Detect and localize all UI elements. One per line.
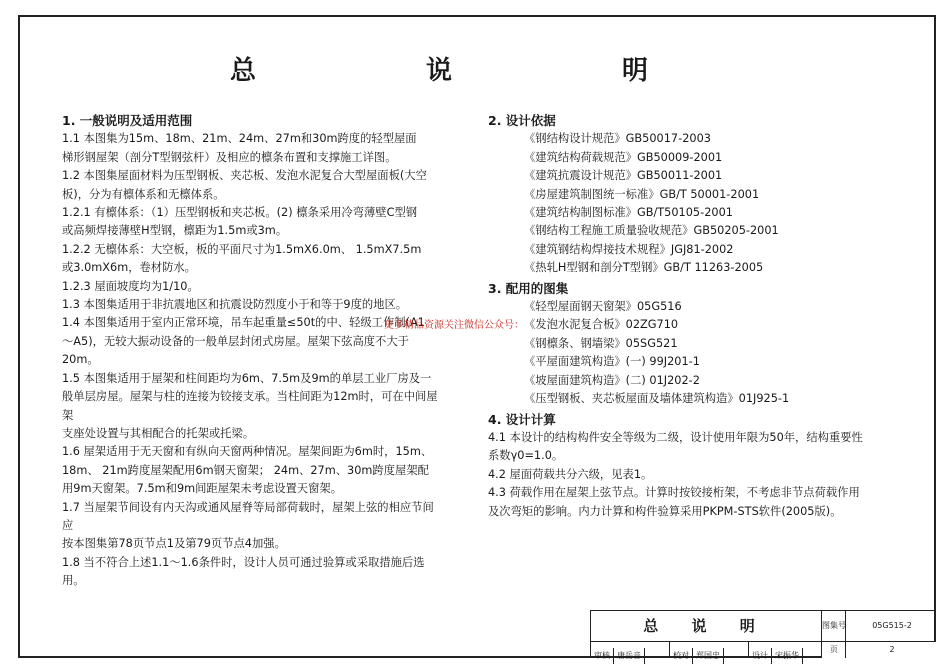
signature-cell xyxy=(724,642,749,658)
section-heading-1: 1. 一般说明及适用范围 xyxy=(62,113,193,128)
signature-cell xyxy=(645,642,670,658)
atlas-item: 《钢檩条、钢墙梁》05SG521 xyxy=(524,336,678,350)
title-block-title: 总 说 明 xyxy=(591,611,822,641)
reference-item: 《钢结构工程施工质量验收规范》GB50205-2001 xyxy=(524,224,779,238)
watermark-text: 更多精品资源关注微信公众号： xyxy=(384,320,524,331)
page-title: 总 说 明 xyxy=(229,56,720,86)
atlas-item: 《发泡水泥复合板》02ZG710 xyxy=(524,318,679,332)
paragraph-line: 按本图集第78页节点1及第79页节点4加强。 xyxy=(62,537,286,551)
paragraph-line: 1.2 本图集屋面材料为压型钢板、夹芯板、发泡水泥复合大型屋面板(大空 xyxy=(62,169,427,183)
paragraph-line: 般单层房屋。屋架与柱的连接为铰接支承。当柱间距为12m时，可在中间屋架 xyxy=(62,390,438,422)
paragraph-line: 或3.0mX6m，卷材防水。 xyxy=(62,261,196,275)
reference-item: 《建筑结构制图标准》GB/T50105-2001 xyxy=(524,206,733,220)
page-label: 页 xyxy=(821,642,846,658)
left-paragraphs xyxy=(62,130,442,590)
section-heading-3: 3. 配用的图集 xyxy=(488,280,569,296)
atlas-item: 《坡屋面建筑构造》(二) 01J202-2 xyxy=(524,373,700,387)
signature-cell: 审核 xyxy=(591,648,614,664)
calc-paragraphs xyxy=(488,429,888,521)
calc-line: 4.2 屋面荷载共分六级，见表1。 xyxy=(488,467,653,481)
atlas-item: 《压型钢板、夹芯板屋面及墙体建筑构造》01J925-1 xyxy=(524,392,790,406)
calc-line: 系数γ0=1.0。 xyxy=(488,449,564,463)
paragraph-line: 18m、 21m跨度屋架配用6m钢天窗架； 24m、27m、30m跨度屋架配 xyxy=(62,463,429,477)
paragraph-line: 板)，分为有檩体系和无檩体系。 xyxy=(62,187,225,201)
paragraph-line: 用9m天窗架。7.5m和9m间距屋架未考虑设置天窗架。 xyxy=(62,482,342,496)
paragraph-line: ～A5)，无较大振动设备的一般单层封闭式房屋。屋架下弦高度不大于20m。 xyxy=(62,334,409,367)
reference-item: 《建筑钢结构焊接技术规程》JGJ81-2002 xyxy=(524,242,734,256)
paragraph-line: 1.2.2 无檩体系：大空板，板的平面尺寸为1.5mX6.0m、 1.5mX7.5m xyxy=(62,242,422,256)
left-column xyxy=(62,110,442,591)
calc-line: 4.1 本设计的结构构件安全等级为二级，设计使用年限为50年，结构重要性 xyxy=(488,430,863,444)
paragraph-line: 1.8 当不符合上述1.1～1.6条件时，设计人员可通过验算或采取措施后选用。 xyxy=(62,555,425,588)
paragraph-line: 1.3 本图集适用于非抗震地区和抗震设防烈度小于和等于9度的地区。 xyxy=(62,298,408,312)
reference-item: 《建筑抗震设计规范》GB50011-2001 xyxy=(524,169,723,183)
page-no: 2 xyxy=(845,642,938,658)
reference-item: 《房屋建筑制图统一标准》GB/T 50001-2001 xyxy=(524,187,760,201)
paragraph-line: 1.1 本图集为15m、18m、21m、24m、27m和30m跨度的轻型屋面 xyxy=(62,132,417,146)
reference-item: 《热轧H型钢和剖分T型钢》GB/T 11263-2005 xyxy=(524,261,764,275)
paragraph-line: 1.7 当屋架节间设有内天沟或通风屋脊等局部荷载时，屋架上弦的相应节间应 xyxy=(62,500,434,532)
atlas-no-label: 图集号 xyxy=(821,611,846,641)
calc-line: 4.3 荷载作用在屋架上弦节点。计算时按铰接桁架，不考虑非节点荷载作用 xyxy=(488,486,860,500)
signature-cell: 宋振华 xyxy=(772,648,803,664)
signature-cell: 设计 xyxy=(749,648,772,664)
paragraph-line: 1.5 本图集适用于屋架和柱间距均为6m、7.5m及9m的单层工业厂房及一 xyxy=(62,371,432,385)
paragraph-line: 或高频焊接薄壁H型钢，檩距为1.5m或3m。 xyxy=(62,224,288,238)
section-heading-4: 4. 设计计算 xyxy=(488,411,556,427)
signature-cell: 唐岳音 xyxy=(614,648,645,664)
paragraph-line: 支座处设置与其相配合的托架或托梁。 xyxy=(62,426,255,440)
reference-item: 《钢结构设计规范》GB50017-2003 xyxy=(524,132,711,146)
atlas-no: 05G515-2 xyxy=(845,611,938,641)
reference-item: 《建筑结构荷载规范》GB50009-2001 xyxy=(524,150,723,164)
paragraph-line: 1.6 屋架适用于无天窗和有纵向天窗两种情况。屋架间距为6m时，15m、 xyxy=(62,445,433,459)
reference-list xyxy=(488,130,888,277)
atlas-item: 《轻型屋面钢天窗架》05G516 xyxy=(524,300,682,314)
paragraph-line: 1.2.3 屋面坡度均为1/10。 xyxy=(62,279,199,293)
section-heading-2: 2. 设计依据 xyxy=(488,113,556,128)
paragraph-line: 梯形钢屋架（剖分T型钢弦杆）及相应的檩条布置和支撑施工详图。 xyxy=(62,150,397,164)
right-column xyxy=(488,110,888,521)
atlas-list xyxy=(488,298,888,408)
signature-cell: 校对 xyxy=(670,648,693,664)
atlas-item: 《平屋面建筑构造》(一) 99J201-1 xyxy=(524,355,700,369)
paragraph-line: 1.4 本图集适用于室内正常环境，吊车起重量≤50t的中、轻级工作制(A1 xyxy=(62,316,425,330)
paragraph-line: 1.2.1 有檩体系：（1）压型钢板和夹芯板。(2) 檩条采用冷弯薄壁C型钢 xyxy=(62,206,418,220)
title-block xyxy=(590,610,936,658)
signature-cell: 郑国忠 xyxy=(693,648,724,664)
calc-line: 及次弯矩的影响。内力计算和构件验算采用PKPM-STS软件(2005版)。 xyxy=(488,504,842,518)
